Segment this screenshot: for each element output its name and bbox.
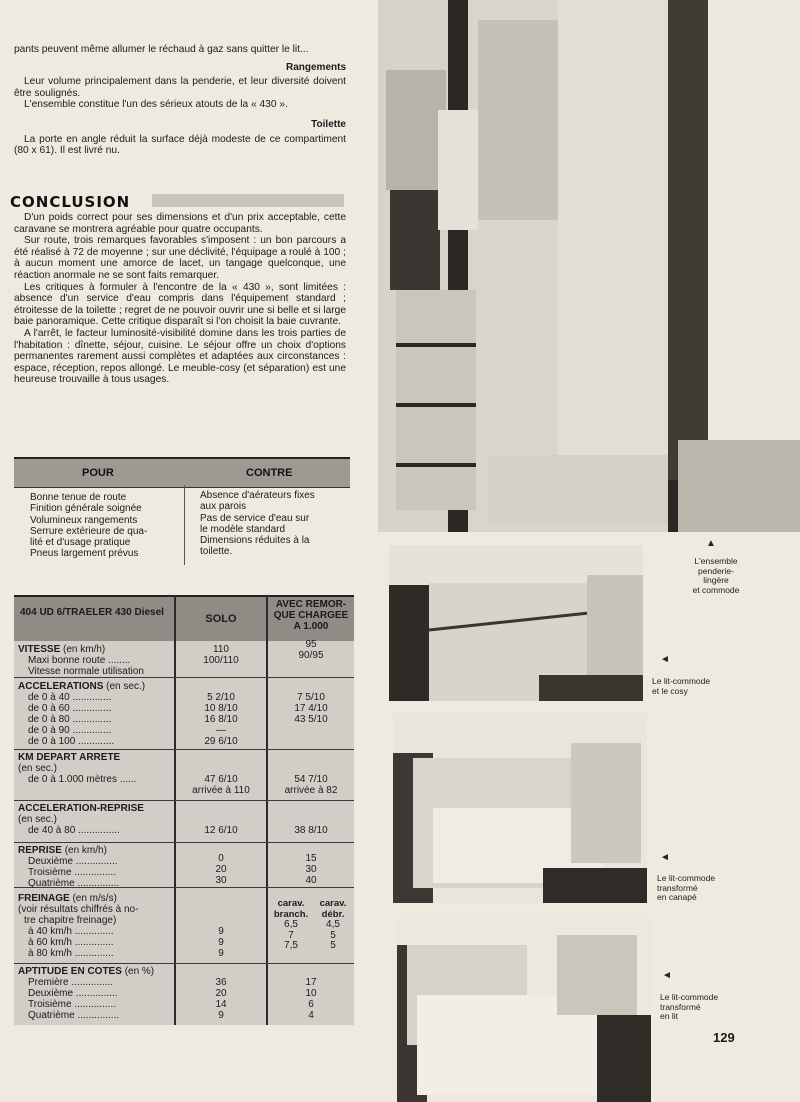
contre-item: Dimensions réduites à la — [200, 535, 310, 547]
row-divider — [14, 963, 354, 964]
photo-lit-commode-canape — [393, 713, 647, 903]
vitesse-remorque: 95 90/95 — [298, 639, 324, 661]
acceleration-reprise-solo: 12 6/10 — [204, 825, 238, 836]
vehicle-title: 404 UD 6/TRAELER 430 Diesel — [20, 607, 164, 618]
conclusion-paragraph-4: A l'arrêt, le facteur luminosité-visibilité domine dans les trois parties de l'habitation : dînette, séjour, cuisine. Le séjour offre un choix d'options permanentes rarement aussi complètes et adaptées aux circonstances : espace, réception, repos allongé. Le meuble-cosy (et séparation) est une heureuse trouvaille à tous usages. — [14, 327, 346, 386]
contre-list — [200, 490, 315, 558]
freinage-branch: carav. branch. 6,5 7 7,5 — [273, 898, 309, 951]
photo-lit-commode-cosy — [389, 545, 643, 701]
contre-item: le modèle standard — [200, 523, 286, 535]
row-divider — [14, 800, 354, 801]
acceleration-reprise-remorque: 38 8/10 — [294, 825, 328, 836]
row-divider — [14, 677, 354, 678]
conclusion-paragraph-2: Sur route, trois remarques favorables s'imposent : un bon parcours a été réalisé à 72 de moyenne ; sur une déclivité, l'équipage a roulé à 100 ; à aucun moment une amorce de lacet, un tangage quelconque, une réaction anormale ne se sont faits remarquer. — [14, 235, 346, 281]
photo-lit-commode-lit-image — [397, 915, 651, 1102]
contre-label: CONTRE — [246, 467, 293, 479]
contre-item: Pas de service d'eau sur — [200, 512, 310, 524]
conclusion-text — [14, 212, 346, 386]
accelerations-solo: 5 2/10 10 8/10 16 8/10 — 29 6/10 — [204, 692, 238, 747]
article-text-top — [14, 44, 346, 157]
accelerations-remorque: 7 5/10 17 4/10 43 5/10 — [294, 692, 328, 725]
pour-item: Pneus largement prévus — [30, 548, 139, 560]
photo-lit-commode-canape-image — [393, 713, 647, 903]
km-depart-remorque: 54 7/10 arrivée à 82 — [284, 774, 338, 796]
photo-wardrobe — [378, 0, 800, 532]
pour-contre-divider — [184, 485, 185, 565]
conclusion-paragraph-1: D'un poids correct pour ses dimensions et d'un prix acceptable, cette caravane se montrera agréable pour quatre occupants. — [14, 212, 346, 235]
photo-lit-commode-lit — [397, 915, 651, 1102]
pour-contre-header — [14, 457, 350, 488]
km-depart-solo: 47 6/10 arrivée à 110 — [192, 774, 250, 796]
reprise-solo: 0 20 30 — [215, 853, 227, 886]
aptitude-solo: 36 20 14 9 — [215, 977, 227, 1021]
accelerations-section: ACCELERATIONS (en sec.) de 0 à 40 .............. de 0 à 60 .............. de 0 à 80 .............. de 0 à 90 .............. de 0 à 100 ............. — [18, 681, 146, 747]
acceleration-reprise-section: ACCELERATION-REPRISE (en sec.) de 40 à 80 ............... — [18, 803, 144, 836]
vitesse-section: VITESSE (en km/h) Maxi bonne route ........ Vitesse normale utilisation — [18, 644, 144, 677]
toilette-heading: Toilette — [311, 118, 346, 130]
pour-item: Finition générale soignée — [30, 503, 142, 515]
pour-item: Bonne tenue de route — [30, 492, 127, 503]
pour-label: POUR — [82, 467, 114, 479]
freinage-section: FREINAGE (en m/s/s) (voir résultats chiffrés à no- tre chapitre freinage) à 40 km/h .............. à 60 km/h .............. à 80 km/h .............. — [18, 893, 139, 959]
arrow-left-icon: ◄ — [662, 970, 672, 981]
contre-item: Absence d'aérateurs fixes — [200, 490, 315, 501]
arrow-left-icon: ◄ — [660, 654, 670, 665]
conclusion-bar — [152, 194, 344, 207]
toilette-paragraph: La porte en angle réduit la surface déjà modeste de ce compartiment (80 x 61). Il est livré nu. — [14, 133, 346, 157]
vitesse-solo: 110 100/110 — [203, 644, 239, 666]
caption-lit-commode-canape: Le lit-commode transformé en canapé — [657, 873, 716, 902]
pour-item: lité et d'usage pratique — [30, 537, 131, 549]
performance-table — [14, 595, 354, 1025]
reprise-section: REPRISE (en km/h) Deuxième ............... Troisième ............... Quatrième ............... — [18, 845, 120, 889]
pour-item: Serrure extérieure de qua- — [30, 525, 148, 537]
caption-wardrobe: L'ensemble penderie- lingère et commode — [692, 556, 740, 595]
remorque-column-header: AVEC REMOR- QUE CHARGEE A 1.000 — [273, 599, 349, 632]
arrow-up-icon: ▲ — [706, 538, 716, 549]
caption-lit-commode-lit: Le lit-commode transformé en lit — [660, 992, 719, 1021]
rangements-paragraph-1: Leur volume principalement dans la penderie, et leur diversité doivent être soulignés. — [14, 76, 346, 99]
aptitude-section: APTITUDE EN COTES (en %) Première ............... Deuxième ............... Troisième ............... Quatrième ............... — [18, 966, 155, 1021]
row-divider — [14, 749, 354, 750]
reprise-remorque: 15 30 40 — [305, 853, 317, 886]
page-number: 129 — [713, 1030, 735, 1045]
km-depart-section: KM DEPART ARRETE (en sec.) de 0 à 1.000 mètres ...... — [18, 752, 137, 785]
photo-lit-commode-cosy-image — [389, 545, 643, 701]
pour-contre-box — [14, 457, 350, 569]
row-divider — [14, 842, 354, 843]
conclusion-paragraph-3: Les critiques à formuler à l'encontre de la « 430 », sont limitées : absence d'un service d'eau compris dans l'équipement standard ; étroitesse de la toilette ; regret de ne pouvoir ouvrir une si belle et si large baie panoramique. Cette critique disparaît si l'on choisit la baie cuvrante. — [14, 281, 346, 328]
freinage-solo: 9 9 9 — [218, 926, 224, 959]
rangements-paragraph-2: L'ensemble constitue l'un des sérieux atouts de la « 430 ». — [24, 99, 288, 111]
arrow-left-icon: ◄ — [660, 852, 670, 863]
photo-wardrobe-image — [378, 0, 800, 532]
conclusion-heading: CONCLUSION — [10, 193, 131, 211]
freinage-debr: carav. débr. 4,5 5 5 — [319, 898, 347, 951]
contre-item: toilette. — [200, 546, 233, 558]
aptitude-remorque: 17 10 6 4 — [305, 977, 317, 1021]
pour-item: Volumineux rangements — [30, 514, 138, 526]
caption-lit-commode-cosy: Le lit-commode et le cosy — [652, 676, 711, 696]
performance-table-header — [14, 595, 354, 641]
contre-item: aux parois — [200, 501, 247, 513]
solo-column-header: SOLO — [205, 613, 237, 625]
intro-paragraph: pants peuvent même allumer le réchaud à gaz sans quitter le lit... — [14, 44, 309, 55]
rangements-heading: Rangements — [285, 61, 346, 73]
pour-list — [30, 492, 147, 560]
